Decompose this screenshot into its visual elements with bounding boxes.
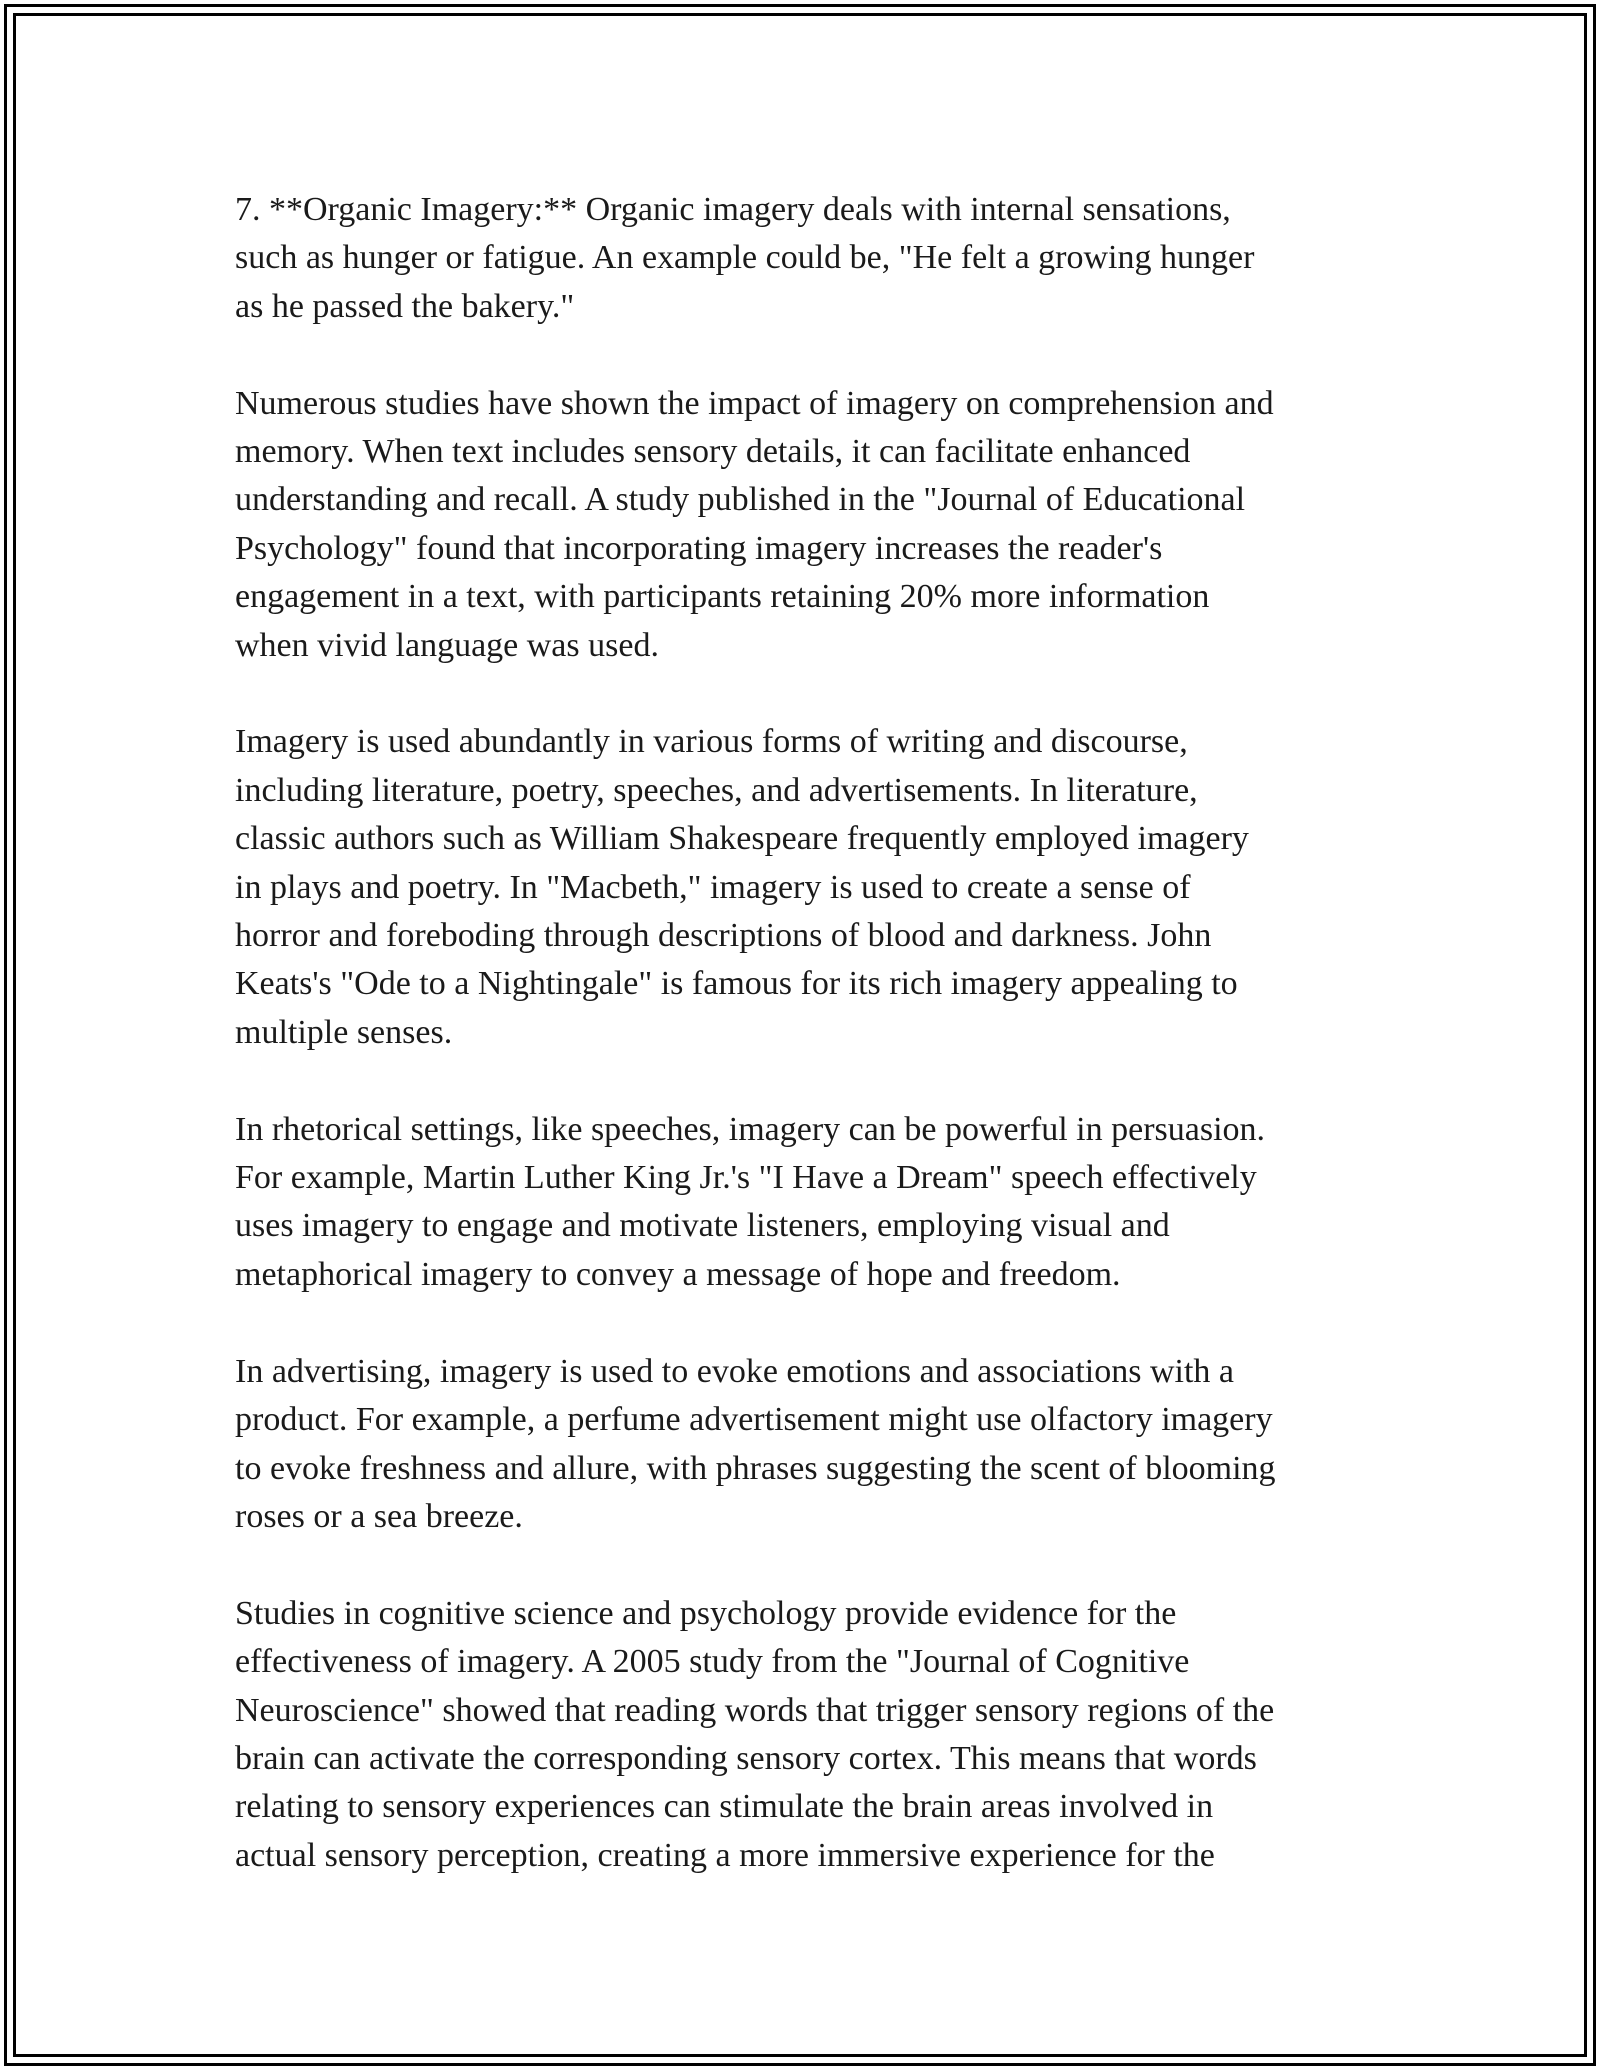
text-line: multiple senses.: [235, 1013, 453, 1051]
text-line: to evoke freshness and allure, with phrases suggesting the scent of blooming: [235, 1449, 1276, 1487]
text-line: horror and foreboding through descriptions of blood and darkness. John: [235, 917, 1212, 955]
text-line: Psychology" found that incorporating imagery increases the reader's: [235, 529, 1163, 567]
text-line: in plays and poetry. In "Macbeth," imagery is used to create a sense of: [235, 868, 1191, 906]
text-line: such as hunger or fatigue. An example could be, "He felt a growing hunger: [235, 239, 1255, 277]
text-line: understanding and recall. A study published in the "Journal of Educational: [235, 481, 1246, 519]
paragraph-advertising: [235, 1348, 1375, 1542]
document-body: [235, 186, 1375, 1880]
text-line: including literature, poetry, speeches, and advertisements. In literature,: [235, 771, 1198, 809]
text-line: roses or a sea breeze.: [235, 1497, 523, 1535]
paragraph-literature: [235, 718, 1375, 1057]
text-line: engagement in a text, with participants retaining 20% more information: [235, 578, 1210, 616]
text-line: For example, Martin Luther King Jr.'s "I Have a Dream" speech effectively: [235, 1159, 1257, 1197]
text-line: Numerous studies have shown the impact of imagery on comprehension and: [235, 384, 1274, 422]
text-line: In advertising, imagery is used to evoke emotions and associations with a: [235, 1352, 1235, 1390]
text-line: 7. **Organic Imagery:** Organic imagery deals with internal sensations,: [235, 191, 1231, 228]
text-line: Studies in cognitive science and psychology provide evidence for the: [235, 1594, 1177, 1632]
text-line: brain can activate the corresponding sensory cortex. This means that words: [235, 1739, 1257, 1777]
text-line: Keats's "Ode to a Nightingale" is famous for its rich imagery appealing to: [235, 965, 1238, 1003]
text-line: classic authors such as William Shakespeare frequently employed imagery: [235, 820, 1249, 858]
text-line: uses imagery to engage and motivate listeners, employing visual and: [235, 1207, 1170, 1245]
text-line: memory. When text includes sensory details, it can facilitate enhanced: [235, 433, 1191, 471]
text-line: metaphorical imagery to convey a message of hope and freedom.: [235, 1255, 1121, 1293]
paragraph-comprehension-memory: [235, 380, 1375, 670]
text-line: relating to sensory experiences can stimulate the brain areas involved in: [235, 1788, 1214, 1826]
text-line: Neuroscience" showed that reading words that trigger sensory regions of the: [235, 1691, 1275, 1729]
paragraph-rhetoric: [235, 1106, 1375, 1300]
text-line: when vivid language was used.: [235, 626, 659, 664]
text-line: product. For example, a perfume advertisement might use olfactory imagery: [235, 1401, 1273, 1439]
text-line: as he passed the bakery.": [235, 287, 575, 325]
text-line: actual sensory perception, creating a more immersive experience for the: [235, 1836, 1215, 1874]
text-line: effectiveness of imagery. A 2005 study from the "Journal of Cognitive: [235, 1643, 1190, 1681]
paragraph-cognitive-science: [235, 1590, 1375, 1880]
paragraph-organic-imagery: [235, 186, 1375, 331]
text-line: Imagery is used abundantly in various forms of writing and discourse,: [235, 723, 1188, 761]
text-line: In rhetorical settings, like speeches, imagery can be powerful in persuasion.: [235, 1110, 1266, 1148]
